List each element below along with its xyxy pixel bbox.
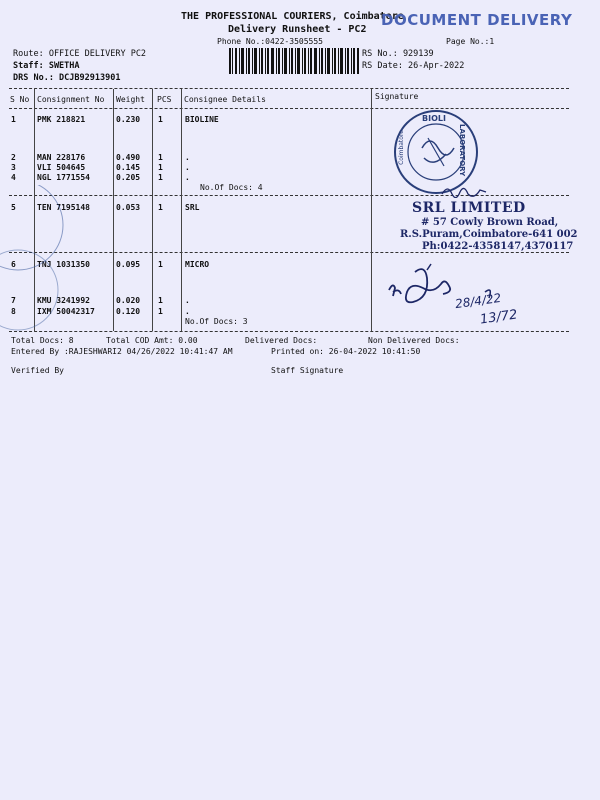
- srl-stamp-title: SRL LIMITED: [412, 200, 526, 216]
- header-weight: Weight: [116, 95, 145, 104]
- staff-label: Staff: SWETHA: [13, 61, 80, 71]
- row1-sno: 1: [11, 115, 16, 124]
- verified-by: Verified By: [11, 366, 64, 375]
- row1-consignment: PMK 218821: [37, 115, 86, 124]
- company-title: THE PROFESSIONAL COURIERS, Coimbatore: [181, 11, 404, 22]
- header-consignee: Consignee Details: [184, 95, 266, 104]
- drs-number: DRS No.: DCJB92913901: [13, 73, 121, 83]
- header-pcs: PCS: [157, 95, 172, 104]
- srl-stamp-address2: R.S.Puram,Coimbatore-641 002: [400, 229, 578, 240]
- document-delivery-stamp: DOCUMENT DELIVERY: [381, 11, 573, 29]
- row6-details: MICRO: [185, 260, 210, 269]
- row4-weight: 0.205: [116, 173, 141, 182]
- non-delivered-docs: Non Delivered Docs:: [368, 336, 460, 345]
- rs-number: RS No.: 929139: [362, 49, 434, 59]
- row8-details: .: [185, 307, 190, 316]
- srl-stamp-phone: Ph:0422-4358147,4370117: [422, 241, 574, 252]
- runsheet-subtitle: Delivery Runsheet - PC2: [228, 24, 367, 35]
- row2-sno: 2: [11, 153, 16, 162]
- row3-consignment: VLI 504645: [37, 163, 86, 172]
- printed-on: Printed on: 26-04-2022 10:41:50: [271, 347, 421, 356]
- total-cod: Total COD Amt: 0.00: [106, 336, 198, 345]
- header-consignment: Consignment No: [37, 95, 105, 104]
- col-divider-weight: [152, 89, 153, 331]
- row5-pcs: 1: [158, 203, 163, 212]
- col-divider-cons: [113, 89, 114, 331]
- row6-weight: 0.095: [116, 260, 141, 269]
- row8-consignment: IXM 50042317: [37, 307, 95, 316]
- docs-count-group2: No.Of Docs: 3: [185, 317, 248, 326]
- row3-pcs: 1: [158, 163, 163, 172]
- barcode: [229, 48, 359, 74]
- row3-sno: 3: [11, 163, 16, 172]
- bioline-laboratory-stamp: [392, 108, 480, 196]
- signature-time: 13/72: [479, 307, 519, 328]
- row1-details: BIOLINE: [185, 115, 219, 124]
- phone-number: Phone No.:0422-3505555: [217, 37, 323, 46]
- docs-count-group1: No.Of Docs: 4: [200, 183, 263, 192]
- row7-weight: 0.020: [116, 296, 141, 305]
- header-bottom-rule: [9, 108, 569, 109]
- bioline-stamp-top-text: BIOLI: [422, 114, 446, 123]
- row5-consignment: TEN 7195148: [37, 203, 90, 212]
- row7-consignment: KMU 3241992: [37, 296, 90, 305]
- row2-details: .: [185, 153, 190, 162]
- row7-sno: 7: [11, 296, 16, 305]
- row2-weight: 0.490: [116, 153, 141, 162]
- row8-sno: 8: [11, 307, 16, 316]
- signature-date: 28/4/22: [454, 290, 503, 312]
- entered-by: Entered By :RAJESHWARI2 04/26/2022 10:41:47 AM: [11, 347, 233, 356]
- bioline-stamp-left-text: Coimbatore: [398, 130, 405, 165]
- page-number: Page No.:1: [446, 37, 495, 46]
- row4-pcs: 1: [158, 173, 163, 182]
- row2-pcs: 1: [158, 153, 163, 162]
- bioline-stamp-right-text: LABORATORY: [458, 124, 466, 177]
- row8-pcs: 1: [158, 307, 163, 316]
- route-label: Route: OFFICE DELIVERY PC2: [13, 49, 147, 59]
- staff-signature: Staff Signature: [271, 366, 344, 375]
- row5-sno: 5: [11, 203, 16, 212]
- col-divider-details: [371, 89, 372, 331]
- row3-details: .: [185, 163, 190, 172]
- delivered-docs: Delivered Docs:: [245, 336, 318, 345]
- row6-pcs: 1: [158, 260, 163, 269]
- group2-bottom-rule: [9, 252, 569, 253]
- row7-details: .: [185, 296, 190, 305]
- small-signature-scribble: [440, 184, 490, 198]
- total-docs: Total Docs: 8: [11, 336, 74, 345]
- row1-weight: 0.230: [116, 115, 141, 124]
- header-signature: Signature: [375, 92, 419, 101]
- row1-pcs: 1: [158, 115, 163, 124]
- table-top-rule: [9, 88, 569, 89]
- row4-details: .: [185, 173, 190, 182]
- row7-pcs: 1: [158, 296, 163, 305]
- row8-weight: 0.120: [116, 307, 141, 316]
- row6-sno: 6: [11, 260, 16, 269]
- rs-date: RS Date: 26-Apr-2022: [362, 61, 465, 71]
- row5-details: SRL: [185, 203, 200, 212]
- row3-weight: 0.145: [116, 163, 141, 172]
- header-sno: S No: [10, 95, 30, 104]
- srl-stamp-address1: # 57 Cowly Brown Road,: [421, 217, 559, 228]
- row4-consignment: NGL 1771554: [37, 173, 90, 182]
- col-divider-pcs: [181, 89, 182, 331]
- row5-weight: 0.053: [116, 203, 141, 212]
- faint-round-stamp: [0, 185, 90, 345]
- row4-sno: 4: [11, 173, 16, 182]
- row6-consignment: TNJ 1031350: [37, 260, 90, 269]
- row2-consignment: MAN 228176: [37, 153, 86, 162]
